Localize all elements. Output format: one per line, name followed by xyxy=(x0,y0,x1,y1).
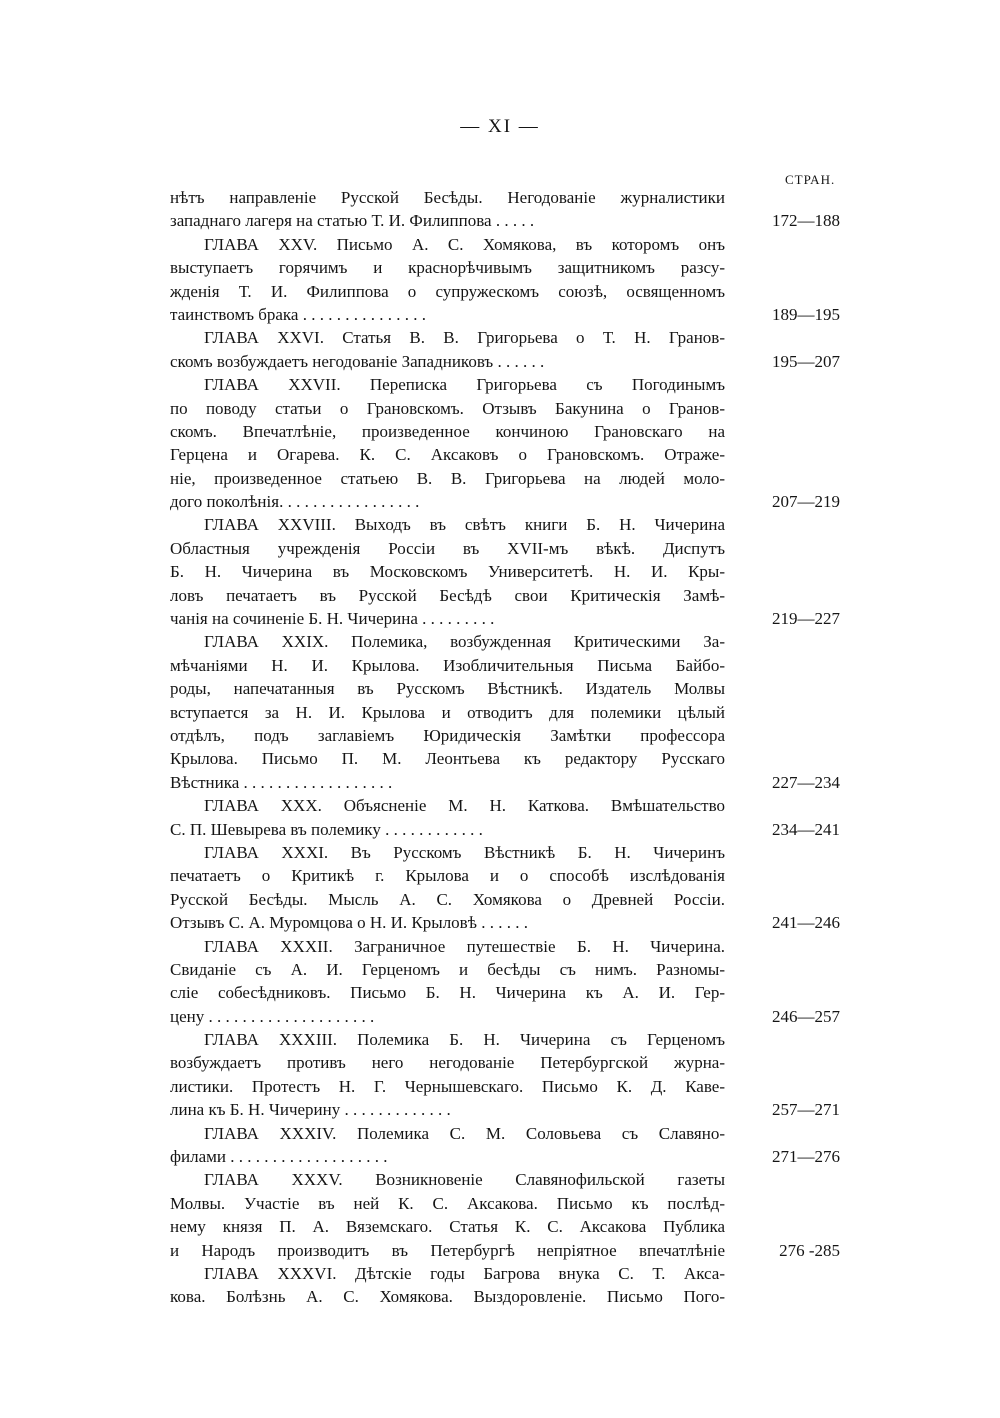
toc-line: роды, напечатанныя въ Русскомъ Вѣстникѣ. Издатель Молвы xyxy=(170,679,725,699)
toc-line: выступаетъ горячимъ и краснорѣчивымъ защитникомъ разсу- xyxy=(170,258,725,278)
toc-line: сліе собесѣдниковъ. Письмо Б. Н. Чичерина къ А. И. Гер- xyxy=(170,983,725,1003)
toc-line: печатаетъ о Критикѣ г. Крылова и о способѣ изслѣдованія xyxy=(170,866,725,886)
toc-line: кова. Болѣзнь А. С. Хомякова. Выздоровленіе. Письмо Пого- xyxy=(170,1287,725,1307)
page-number: — XI — xyxy=(460,116,540,137)
toc-entry xyxy=(170,326,840,373)
toc-line: Б. Н. Чичерина въ Московскомъ Университетѣ. Н. И. Кры- xyxy=(170,562,725,582)
toc-entry xyxy=(170,513,840,630)
toc-line: ГЛАВА XXIX. Полемика, возбужденная Критическими За- xyxy=(204,632,725,652)
toc-line: ГЛАВА XXV. Письмо А. С. Хомякова, въ которомъ онъ xyxy=(204,234,725,254)
toc-line: ГЛАВА XXVI. Статья В. В. Григорьева о Т. Н. Гранов- xyxy=(204,328,725,348)
toc-entry xyxy=(170,935,840,1029)
toc-entry xyxy=(170,1262,840,1309)
toc-line: нему князя П. А. Вяземскаго. Статья К. С. Аксакова Публика xyxy=(170,1217,725,1237)
toc-line: ГЛАВА XXXVI. Дѣтскіе годы Багрова внука С. Т. Акса- xyxy=(204,1263,725,1283)
toc-line: скомъ. Впечатлѣніе, произведенное кончиною Грановскаго на xyxy=(170,421,725,441)
toc-line: ГЛАВА XXX. Объясненіе М. Н. Каткова. Вмѣшательство xyxy=(204,796,725,816)
toc-line: листики. Протестъ Н. Г. Чернышевскаго. Письмо К. Д. Каве- xyxy=(170,1076,725,1096)
toc-line: отдѣлъ, подъ заглавіемъ Юридическія Замѣтки профессора xyxy=(170,725,725,745)
toc-line: таинствомъ брака . . . . . . . . . . . . . . . xyxy=(170,304,426,324)
toc-line: ГЛАВА XXXIV. Полемика С. М. Соловьева съ Славяно- xyxy=(204,1123,725,1143)
toc-page-range: 195—207 xyxy=(772,351,840,371)
toc-line: ГЛАВА XXXV. Возникновеніе Славянофильской газеты xyxy=(204,1170,725,1190)
toc-page-range: 189—195 xyxy=(772,304,840,324)
toc-entry xyxy=(170,794,840,841)
toc-line: С. П. Шевырева въ полемику . . . . . . . . . . . . xyxy=(170,819,483,839)
toc-page-range: 276 -285 xyxy=(779,1240,840,1260)
toc-page-range: 271—276 xyxy=(772,1147,840,1167)
toc-page-range: 207—219 xyxy=(772,492,840,512)
toc-page-range xyxy=(750,1285,840,1308)
toc-line: ніе, произведенное статьею В. В. Григорьева на людей моло- xyxy=(170,468,725,488)
toc-entry xyxy=(170,373,840,513)
toc-line: вступается за Н. И. Крылова и отводитъ для полемики цѣлый xyxy=(170,702,725,722)
toc-page-range: 257—271 xyxy=(772,1100,840,1120)
toc-line: возбуждаетъ противъ него негодованіе Петербургской журна- xyxy=(170,1053,725,1073)
toc-line: Областныя учрежденія Россіи въ XVII-мъ вѣкѣ. Диспутъ xyxy=(170,538,725,558)
toc-line: чанія на сочиненіе Б. Н. Чичерина . . . . . . . . . xyxy=(170,609,495,629)
toc-line: Молвы. Участіе въ ней К. С. Аксакова. Письмо къ послѣд- xyxy=(170,1193,725,1213)
toc-line: ловъ печатаетъ въ Русской Бесѣдѣ свои Критическія Замѣ- xyxy=(170,585,725,605)
toc-entry xyxy=(170,841,840,935)
toc-entry xyxy=(170,630,840,794)
toc-line: филами . . . . . . . . . . . . . . . . . . . xyxy=(170,1147,388,1167)
toc-entry xyxy=(170,1168,840,1262)
toc-line: и Народъ производитъ въ Петербургѣ непріятное впечатлѣніе xyxy=(170,1240,725,1260)
toc-line: жденія Т. И. Филиппова о супружескомъ союзѣ, освященномъ xyxy=(170,281,725,301)
toc-page-range: 241—246 xyxy=(772,913,840,933)
toc-line: по поводу статьи о Грановскомъ. Отзывъ Бакунина о Гранов- xyxy=(170,398,725,418)
toc-line: лина къ Б. Н. Чичерину . . . . . . . . . . . . . xyxy=(170,1100,451,1120)
toc-line: Вѣстника . . . . . . . . . . . . . . . . . . xyxy=(170,772,393,792)
toc-page-range: 227—234 xyxy=(772,772,840,792)
toc-line: ГЛАВА XXVIII. Выходъ въ свѣтъ книги Б. Н. Чичерина xyxy=(204,515,725,535)
toc-line: ГЛАВА XXVII. Переписка Григорьева съ Погодинымъ xyxy=(204,375,725,395)
table-of-contents xyxy=(170,186,840,1309)
toc-line: нѣтъ направленіе Русской Бесѣды. Негодованіе журналистики xyxy=(170,188,725,207)
toc-page-range: 234—241 xyxy=(772,819,840,839)
toc-line: Отзывъ С. А. Муромцова о Н. И. Крыловѣ . . . . . . xyxy=(170,913,528,933)
toc-page-range: 219—227 xyxy=(772,609,840,629)
toc-entry xyxy=(170,1122,840,1169)
toc-line: западнаго лагеря на статью Т. И. Филиппова . . . . . xyxy=(170,211,535,231)
toc-entry xyxy=(170,233,840,327)
toc-line: цену . . . . . . . . . . . . . . . . . . . . xyxy=(170,1006,375,1026)
toc-entry xyxy=(170,186,840,233)
toc-entry xyxy=(170,1028,840,1122)
toc-line: ГЛАВА XXXIII. Полемика Б. Н. Чичерина съ Герценомъ xyxy=(204,1030,725,1050)
toc-line: дого поколѣнія. . . . . . . . . . . . . . . . . xyxy=(170,492,420,512)
toc-line: скомъ возбуждаетъ негодованіе Западниковъ . . . . . . xyxy=(170,351,545,371)
toc-line: мѣчаніями Н. И. Крылова. Изобличительныя Письма Байбо- xyxy=(170,655,725,675)
toc-line: ГЛАВА XXXII. Заграничное путешествіе Б. Н. Чичерина. xyxy=(204,936,725,956)
toc-line: Крылова. Письмо П. М. Леонтьева къ редактору Русскаго xyxy=(170,749,725,769)
toc-line: Герцена и Огарева. К. С. Аксаковъ о Грановскомъ. Отраже- xyxy=(170,445,725,465)
toc-page-range: 172—188 xyxy=(772,211,840,231)
toc-line: Русской Бесѣды. Мысль А. С. Хомякова о Древней Россіи. xyxy=(170,889,725,909)
toc-line: ГЛАВА XXXI. Въ Русскомъ Вѣстникѣ Б. Н. Чичеринъ xyxy=(204,842,725,862)
toc-line: Свиданіе съ А. И. Герценомъ и бесѣды съ нимъ. Разномы- xyxy=(170,959,725,979)
pages-column-header: СТРАН. xyxy=(785,172,836,187)
toc-page-range: 246—257 xyxy=(772,1006,840,1026)
